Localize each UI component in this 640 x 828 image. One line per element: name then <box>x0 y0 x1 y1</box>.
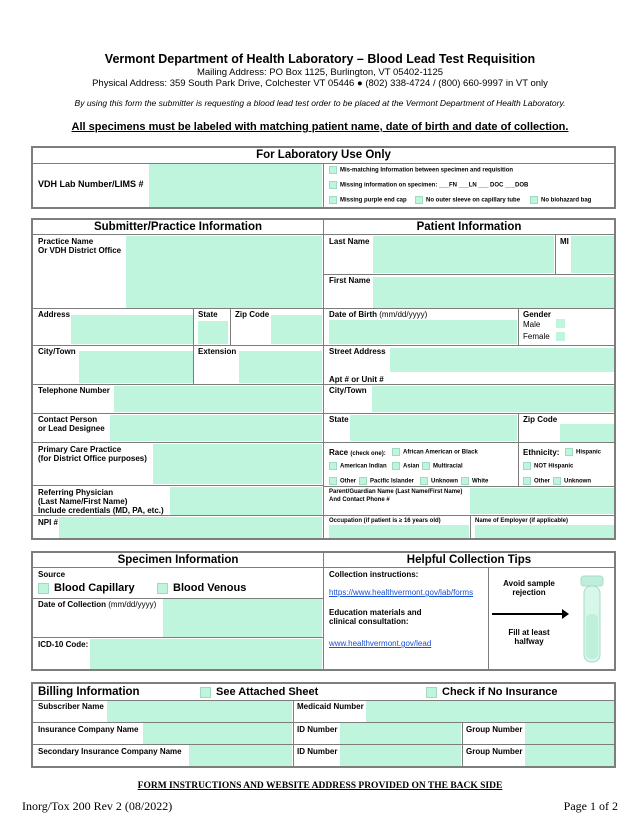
venous-option[interactable]: Blood Venous <box>157 582 246 594</box>
race-ai[interactable]: American Indian <box>329 462 387 471</box>
contact-label: Contact Person or Lead Designee <box>38 415 105 433</box>
race-other[interactable]: Other <box>329 477 356 486</box>
billing-title: Billing Information <box>38 686 140 698</box>
practice-name-field[interactable] <box>126 236 322 308</box>
group-number-field[interactable] <box>525 723 614 744</box>
race-multi[interactable]: Multiracial <box>422 462 463 471</box>
gender-label: Gender <box>523 310 552 319</box>
secondary-insurance-field[interactable] <box>189 745 292 766</box>
lims-label: VDH Lab Number/LIMS # <box>38 179 144 189</box>
submitter-zip-label: Zip Code <box>235 310 270 319</box>
medicaid-label: Medicaid Number <box>297 702 364 711</box>
eth-not-hispanic[interactable]: NOT Hispanic <box>523 462 573 471</box>
tube-icon <box>573 574 611 666</box>
group-number-label: Group Number <box>466 725 523 734</box>
telephone-field[interactable] <box>114 386 322 412</box>
street-field[interactable] <box>390 348 614 372</box>
patient-zip-label: Zip Code <box>523 415 558 424</box>
address-field[interactable] <box>71 315 193 344</box>
race-label: Race (check one): <box>329 448 386 457</box>
patient-state-label: State <box>329 415 349 424</box>
first-name-field[interactable] <box>373 277 614 308</box>
lims-field[interactable] <box>149 164 322 207</box>
footer-instructions: FORM INSTRUCTIONS AND WEBSITE ADDRESS PROVIDED ON THE BACK SIDE <box>137 781 503 791</box>
patient-city-label: City/Town <box>329 386 367 395</box>
physical-address: Physical Address: 359 South Park Drive, Colchester VT 05446 ● (802) 338-4724 / (800) 660-9997 in VT only <box>92 78 548 89</box>
male-checkbox[interactable] <box>556 319 565 328</box>
id-number-field[interactable] <box>340 723 461 744</box>
fill-halfway-text: Fill at least halfway <box>508 628 550 646</box>
submitter-title: Submitter/Practice Information <box>93 221 263 233</box>
patient-state-field[interactable] <box>350 415 517 441</box>
occupation-field[interactable] <box>329 525 469 538</box>
address-label: Address <box>38 310 71 319</box>
last-name-label: Last Name <box>329 237 370 246</box>
lab-check-missing-info[interactable]: Missing information on specimen: ___FN ___LN ___ DOC ___DOB <box>329 181 528 190</box>
employer-field[interactable] <box>475 525 614 538</box>
group-number-2-label: Group Number <box>466 747 523 756</box>
race-asian[interactable]: Asian <box>392 462 419 471</box>
patient-city-field[interactable] <box>372 386 614 412</box>
avoid-rejection-text: Avoid sample rejection <box>503 579 555 597</box>
mailing-address: Mailing Address: PO Box 1125, Burlington, VT 05402-1125 <box>196 67 444 78</box>
eth-other[interactable]: Other <box>523 477 550 486</box>
last-name-field[interactable] <box>373 236 554 273</box>
gender-female[interactable]: Female <box>523 332 550 341</box>
capillary-option[interactable]: Blood Capillary <box>38 582 135 594</box>
pcp-field[interactable] <box>153 444 322 484</box>
fill-line-arrow <box>492 613 566 615</box>
apt-label: Apt # or Unit # <box>329 375 384 384</box>
race-aa[interactable]: African American or Black <box>392 448 478 457</box>
referring-physician-field[interactable] <box>170 487 322 516</box>
lab-check-mismatch[interactable]: Mis-matching Information between specimen and requisition <box>329 166 513 175</box>
page-number: Page 1 of 2 <box>563 799 618 813</box>
telephone-label: Telephone Number <box>38 386 110 395</box>
guardian-label: Parent/Guardian Name (Last Name/First Name) And Contact Phone # <box>329 489 463 503</box>
submitter-zip-field[interactable] <box>271 315 322 344</box>
medicaid-field[interactable] <box>366 701 614 722</box>
dob-field[interactable] <box>329 320 517 344</box>
extension-label: Extension <box>198 347 237 356</box>
forms-link[interactable]: https://www.healthvermont.gov/lab/forms <box>329 588 474 597</box>
first-name-label: First Name <box>329 276 371 285</box>
race-pi[interactable]: Pacific Islander <box>359 477 414 486</box>
icd-field[interactable] <box>90 639 322 669</box>
employer-label: Name of Employer (if applicable) <box>475 518 569 524</box>
lab-check-purple-cap[interactable]: Missing purple end cap <box>329 196 407 205</box>
submitter-state-label: State <box>198 310 218 319</box>
lab-check-sleeve[interactable]: No outer sleeve on capillary tube <box>415 196 520 205</box>
notice-text: By using this form the submitter is requesting a blood lead test order to be placed at the Vermont Department of Health Laboratory. <box>74 98 566 108</box>
see-attached-option[interactable]: See Attached Sheet <box>200 686 318 698</box>
eth-unknown[interactable]: Unknown <box>553 477 591 486</box>
form-id: Inorg/Tox 200 Rev 2 (08/2022) <box>22 799 173 813</box>
race-unknown[interactable]: Unknown <box>420 477 458 486</box>
extension-field[interactable] <box>239 351 322 383</box>
mi-label: MI <box>560 237 569 246</box>
lab-check-biohazard[interactable]: No biohazard bag <box>530 196 591 205</box>
occupation-label: Occupation (if patient is ≥ 16 years old) <box>329 518 441 524</box>
patient-title: Patient Information <box>416 221 522 233</box>
pcp-label: Primary Care Practice (for District Office purposes) <box>38 445 147 463</box>
id-number-2-label: ID Number <box>297 747 338 756</box>
street-label: Street Address <box>329 347 386 356</box>
instructions-label: Collection instructions: <box>329 570 419 579</box>
specimen-title: Specimen Information <box>117 554 239 566</box>
npi-label: NPI # <box>38 518 59 527</box>
submitter-state-field[interactable] <box>198 321 228 344</box>
group-number-2-field[interactable] <box>525 745 614 766</box>
source-label: Source <box>38 570 66 579</box>
subscriber-field[interactable] <box>107 701 292 722</box>
eth-hispanic[interactable]: Hispanic <box>565 448 601 457</box>
npi-field[interactable] <box>59 517 322 538</box>
arrow-head-icon <box>562 609 569 619</box>
practice-name-label: Practice Name Or VDH District Office <box>38 237 122 255</box>
subscriber-label: Subscriber Name <box>38 702 104 711</box>
icd-label: ICD-10 Code: <box>38 640 89 649</box>
race-white[interactable]: White <box>461 477 488 486</box>
doc-field[interactable] <box>163 599 322 637</box>
submitter-city-label: City/Town <box>38 347 76 356</box>
form-title: Vermont Department of Health Laboratory – Blood Lead Test Requisition <box>104 52 536 66</box>
insurance-co-label: Insurance Company Name <box>38 725 139 734</box>
no-insurance-option[interactable]: Check if No Insurance <box>426 686 558 698</box>
guardian-field[interactable] <box>470 488 614 514</box>
mi-field[interactable] <box>571 236 614 273</box>
submitter-city-field[interactable] <box>79 351 193 383</box>
education-label: Education materials and clinical consultation: <box>329 608 422 626</box>
referring-physician-label: Referring Physician (Last Name/First Name) Include credentials (MD, PA, etc.) <box>38 488 164 515</box>
id-number-label: ID Number <box>297 725 338 734</box>
female-checkbox[interactable] <box>556 332 565 341</box>
id-number-2-field[interactable] <box>340 745 461 766</box>
lab-use-title: For Laboratory Use Only <box>256 149 391 161</box>
labeling-requirement: All specimens must be labeled with matching patient name, date of birth and date of collection. <box>71 121 569 133</box>
contact-field[interactable] <box>110 415 322 441</box>
patient-zip-field[interactable] <box>560 424 614 442</box>
dob-label: Date of Birth (mm/dd/yyyy) <box>329 310 428 319</box>
gender-male[interactable]: Male <box>523 320 541 329</box>
doc-label: Date of Collection (mm/dd/yyyy) <box>38 600 157 609</box>
insurance-co-field[interactable] <box>143 723 292 744</box>
tips-title: Helpful Collection Tips <box>406 554 532 566</box>
lead-link[interactable]: www.healthvermont.gov/lead <box>329 639 432 648</box>
secondary-insurance-label: Secondary Insurance Company Name <box>38 747 182 756</box>
ethnicity-label: Ethnicity: <box>523 448 560 457</box>
